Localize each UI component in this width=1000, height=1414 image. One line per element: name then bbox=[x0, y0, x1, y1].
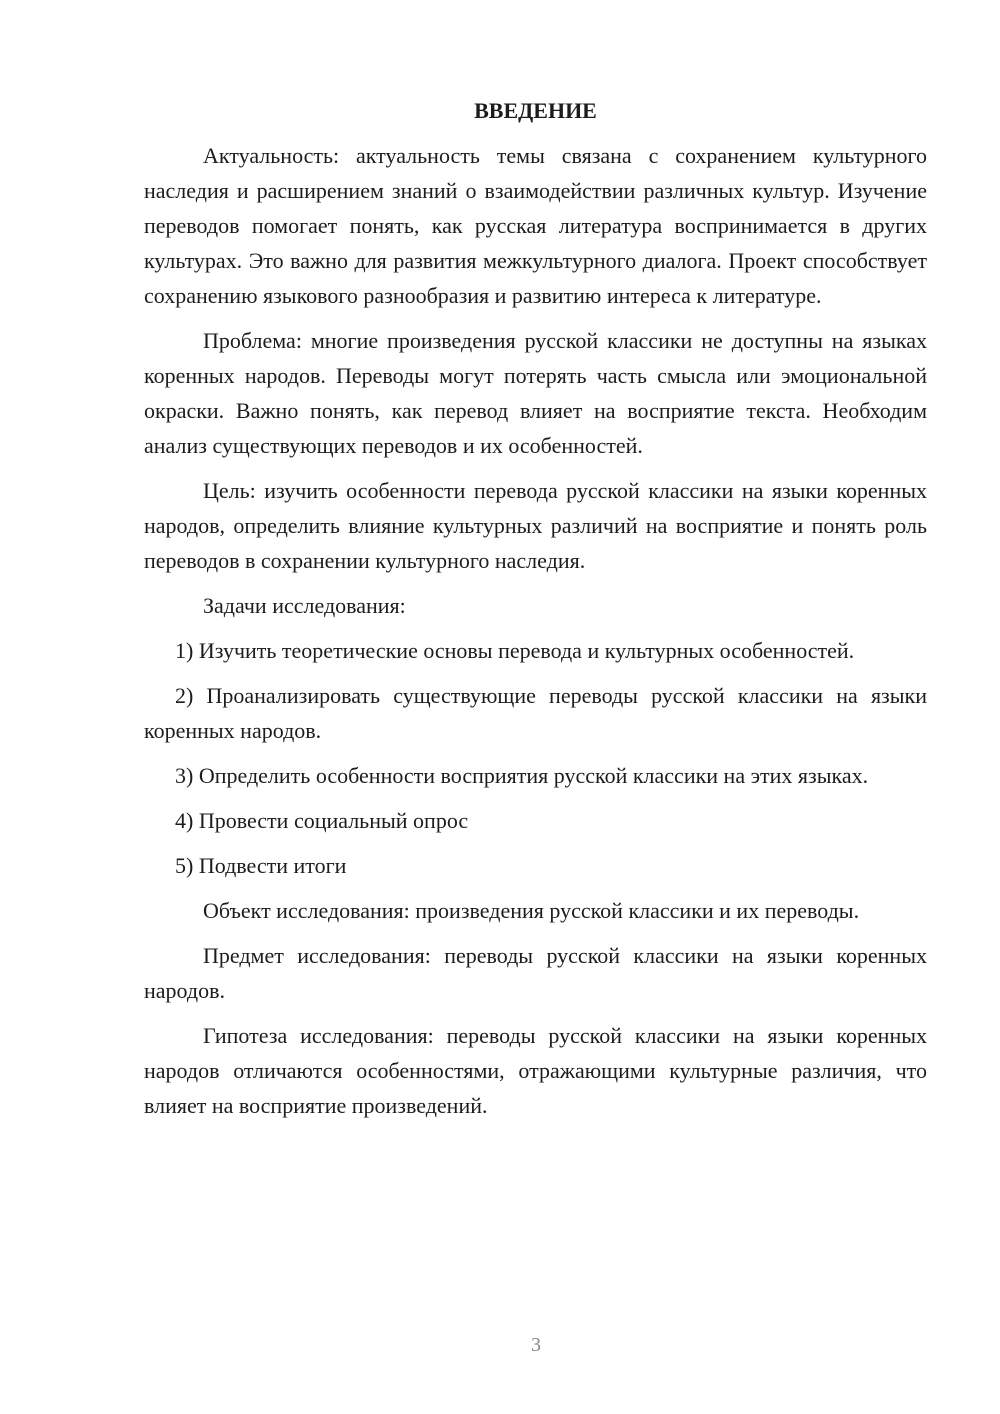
task-item-3: 3) Определить особенности восприятия русской классики на этих языках. bbox=[175, 763, 869, 788]
task-item-2: 2) Проанализировать существующие переводы русской классики на языки коренных народов. bbox=[144, 683, 927, 743]
task-item-5: 5) Подвести итоги bbox=[175, 853, 347, 878]
tasks-list bbox=[144, 633, 927, 883]
page-number: 3 bbox=[531, 1334, 541, 1356]
problem-paragraph: Проблема: многие произведения русской классики не доступны на языках коренных народов. Переводы могут потерять часть смысла или эмоциональной окраски. Важно понять, как перевод влияет на восприятие текста. Необходим анализ существующих переводов и их особенностей. bbox=[144, 328, 927, 458]
section-heading: ВВЕДЕНИЕ bbox=[474, 98, 597, 123]
task-item-4: 4) Провести социальный опрос bbox=[175, 808, 469, 833]
object-paragraph: Объект исследования: произведения русской классики и их переводы. bbox=[203, 898, 860, 923]
document-page bbox=[144, 96, 927, 1133]
subject-paragraph: Предмет исследования: переводы русской классики на языки коренных народов. bbox=[144, 943, 927, 1003]
tasks-intro-paragraph: Задачи исследования: bbox=[203, 593, 406, 618]
task-item-1: 1) Изучить теоретические основы перевода и культурных особенностей. bbox=[175, 638, 855, 663]
hypothesis-paragraph: Гипотеза исследования: переводы русской классики на языки коренных народов отличаются особенностями, отражающими культурные различия, что влияет на восприятие произведений. bbox=[144, 1023, 927, 1118]
goal-paragraph: Цель: изучить особенности перевода русской классики на языки коренных народов, определить влияние культурных различий на восприятие и понять роль переводов в сохранении культурного наследия. bbox=[144, 478, 927, 573]
relevance-paragraph: Актуальность: актуальность темы связана с сохранением культурного наследия и расширением знаний о взаимодействии различных культур. Изучение переводов помогает понять, как русская литература воспринимается в других культурах. Это важно для развития межкультурного диалога. Проект способствует сохранению языкового разнообразия и развитию интереса к литературе. bbox=[144, 143, 927, 308]
